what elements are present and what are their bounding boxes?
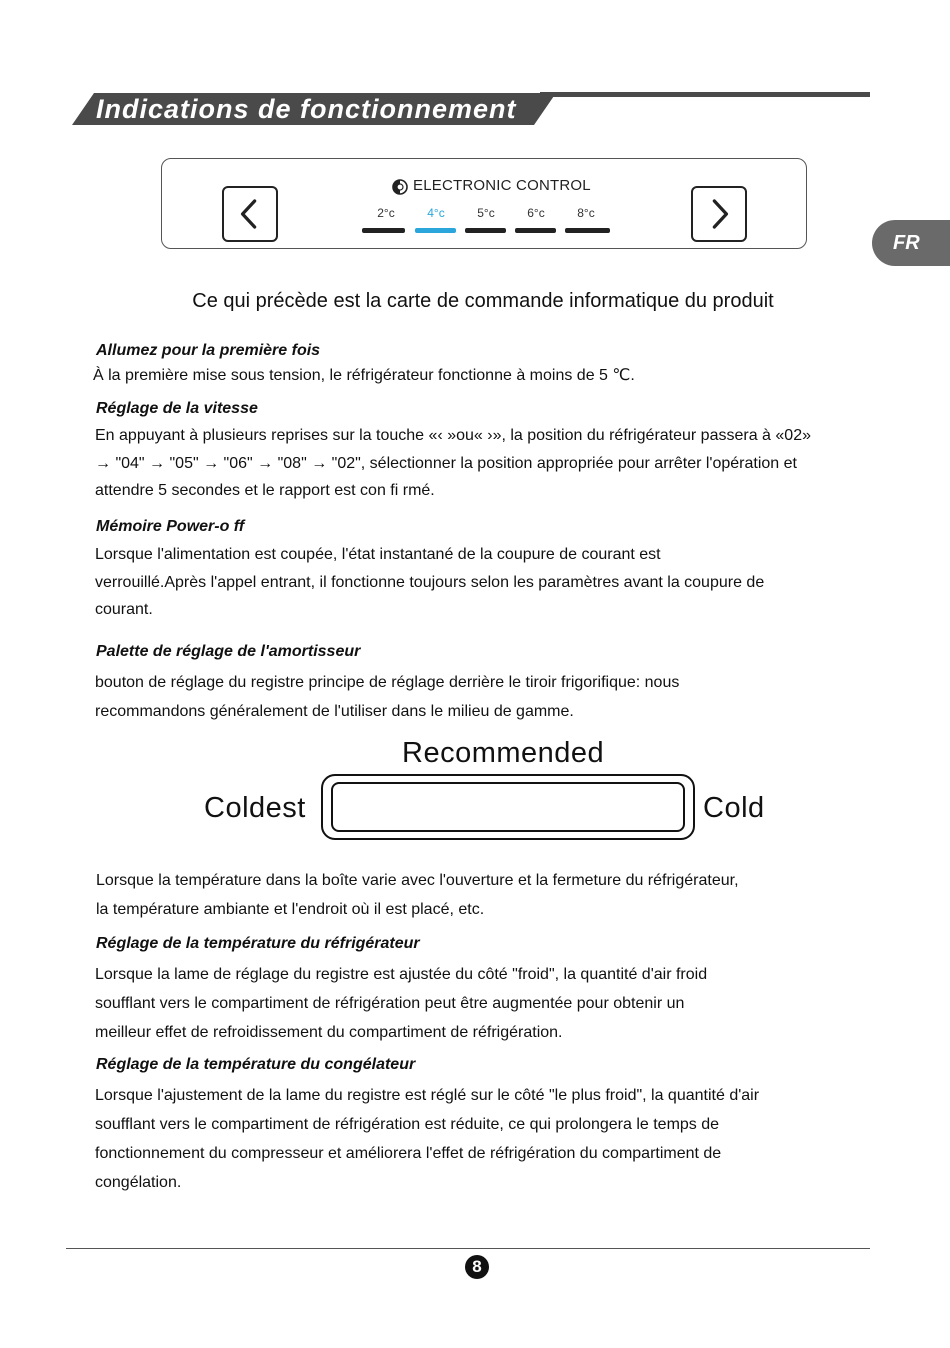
section-heading: Réglage de la température du réfrigérateur <box>96 935 420 952</box>
chevron-right-icon[interactable] <box>691 186 747 242</box>
temp-label-6: 6°c <box>527 206 545 220</box>
text-line: soufflant vers le compartiment de réfrigération est réduite, ce qui prolongera le temps de <box>95 1116 720 1133</box>
section-body <box>95 960 885 1047</box>
temp-label-8: 8°c <box>577 206 595 220</box>
text-line: congélation. <box>95 1174 182 1191</box>
text-line: recommandons généralement de l'utiliser dans le milieu de gamme. <box>95 703 574 720</box>
text-line: fonctionnement du compresseur et améliorera l'effet de réfrigération du compartiment de <box>95 1145 722 1162</box>
control-panel-title: ELECTRONIC CONTROL <box>413 177 591 194</box>
chevron-left-icon[interactable] <box>222 186 278 242</box>
damper-dial-slot <box>331 782 685 832</box>
temp-indicator-2 <box>362 228 405 233</box>
text-line: attendre 5 secondes et le rapport est con fi rmé. <box>95 482 435 499</box>
dial-recommended-label: Recommended <box>402 737 605 769</box>
temp-label-5: 5°c <box>477 206 495 220</box>
language-label: FR <box>893 232 920 254</box>
text-line: → "04" → "05" → "06" → "08" → "02", sélectionner la position appropriée pour arrêter l'opération et <box>95 454 797 472</box>
header-rule <box>540 92 870 97</box>
text-line: Lorsque la lame de réglage du registre est ajustée du côté "froid", la quantité d'air froid <box>95 966 708 983</box>
dial-cold-label: Cold <box>703 792 765 824</box>
temp-indicator-4 <box>415 228 456 233</box>
section-body <box>96 866 886 924</box>
section-body <box>93 362 873 390</box>
text-line: meilleur effet de refroidissement du compartiment de réfrigération. <box>95 1024 563 1041</box>
text-line: la température ambiante et l'endroit où il est placé, etc. <box>96 901 485 918</box>
section-body <box>95 541 885 624</box>
text-line: Lorsque la température dans la boîte varie avec l'ouverture et la fermeture du réfrigérateur, <box>96 872 739 889</box>
temp-label-2: 2°c <box>377 206 395 220</box>
section-heading: Réglage de la vitesse <box>96 400 258 417</box>
text-line: courant. <box>95 601 153 618</box>
text-line: bouton de réglage du registre principe de réglage derrière le tiroir frigorifique: nous <box>95 674 680 691</box>
dial-coldest-label: Coldest <box>204 792 306 824</box>
panel-caption: Ce qui précède est la carte de commande informatique du produit <box>192 290 774 312</box>
section-heading: Allumez pour la première fois <box>96 342 321 359</box>
temp-indicator-6 <box>515 228 556 233</box>
page-number: 8 <box>465 1255 489 1279</box>
half-circle-icon <box>392 179 408 195</box>
footer-rule <box>66 1248 870 1249</box>
section-heading: Réglage de la température du congélateur <box>96 1056 416 1073</box>
temp-indicator-8 <box>565 228 610 233</box>
text-line: verrouillé.Après l'appel entrant, il fonctionne toujours selon les paramètres avant la coupure de <box>95 573 765 591</box>
text-line: À la première mise sous tension, le réfrigérateur fonctionne à moins de 5 ℃. <box>93 367 635 384</box>
text-line: Lorsque l'alimentation est coupée, l'état instantané de la coupure de courant est <box>95 546 661 563</box>
section-body <box>95 668 885 726</box>
temp-label-4: 4°c <box>427 206 445 220</box>
text-line: Lorsque l'ajustement de la lame du registre est réglé sur le côté "le plus froid", la quantité d'air <box>95 1087 760 1104</box>
page-title: Indications de fonctionnement <box>96 94 517 124</box>
section-heading: Palette de réglage de l'amortisseur <box>96 643 361 660</box>
section-heading: Mémoire Power-o ff <box>96 518 245 535</box>
section-body <box>95 1081 885 1197</box>
text-line: En appuyant à plusieurs reprises sur la touche «‹ »ou« ›», la position du réfrigérateur passera à «02» <box>95 427 811 444</box>
temp-indicator-5 <box>465 228 506 233</box>
text-line: soufflant vers le compartiment de réfrigération peut être augmentée pour obtenir un <box>95 995 685 1012</box>
section-body <box>95 422 885 505</box>
